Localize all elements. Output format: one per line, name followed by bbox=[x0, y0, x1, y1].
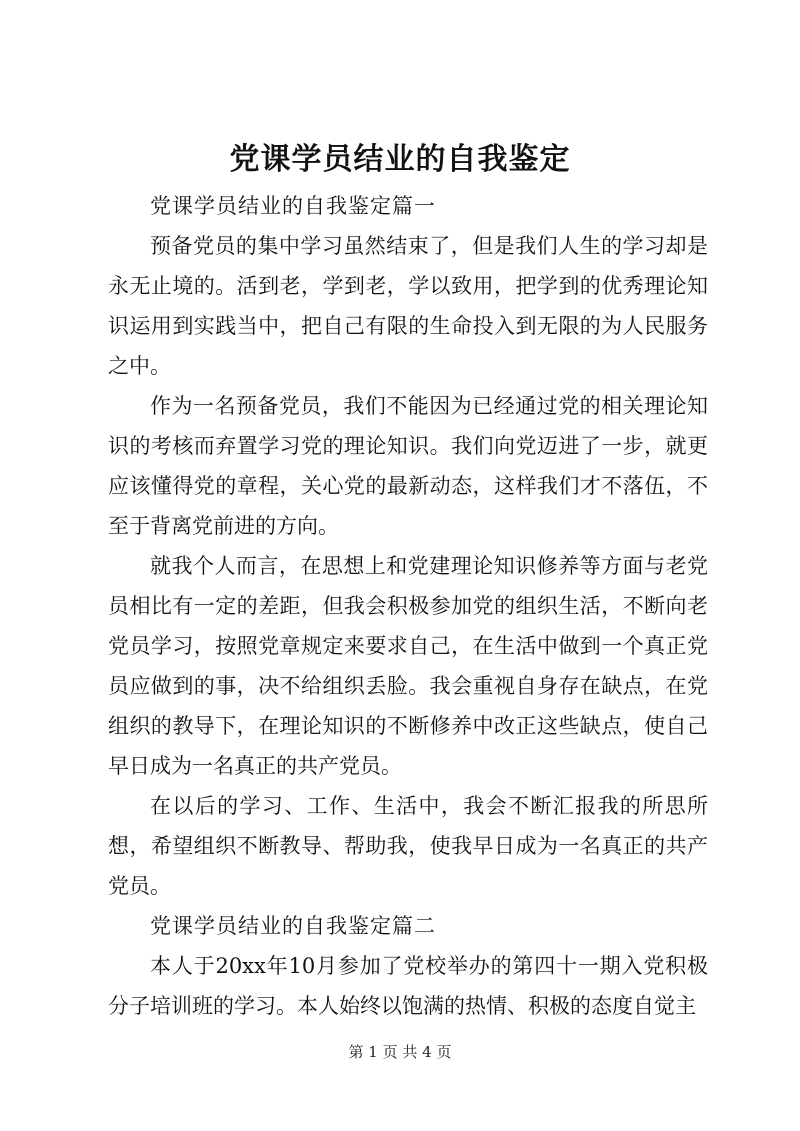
paragraph-1: 预备党员的集中学习虽然结束了，但是我们人生的学习却是永无止境的。活到老，学到老，学以致用，把学到的优秀理论知识运用到实践当中，把自己有限的生命投入到无限的为人民服务之中。 bbox=[108, 234, 708, 378]
document-body bbox=[108, 186, 708, 1026]
document-title: 党课学员结业的自我鉴定 bbox=[229, 142, 571, 177]
paragraph-4: 在以后的学习、工作、生活中，我会不断汇报我的所思所想，希望组织不断教导、帮助我，使我早日成为一名真正的共产党员。 bbox=[108, 794, 708, 898]
paragraph-5: 本人于20xx年10月参加了党校举办的第四十一期入党积极分子培训班的学习。本人始终以饱满的热情、积极的态度自觉主 bbox=[108, 954, 708, 1018]
paragraph-3: 就我个人而言，在思想上和党建理论知识修养等方面与老党员相比有一定的差距，但我会积极参加党的组织生活，不断向老党员学习，按照党章规定来要求自己，在生活中做到一个真正党员应做到的事，决不给组织丢脸。我会重视自身存在缺点，在党组织的教导下，在理论知识的不断修养中改正这些缺点，使自己早日成为一名真正的共产党员。 bbox=[108, 554, 708, 778]
section-heading-2: 党课学员结业的自我鉴定篇二 bbox=[150, 914, 436, 938]
paragraph-2: 作为一名预备党员，我们不能因为已经通过党的相关理论知识的考核而弃置学习党的理论知识。我们向党迈进了一步，就更应该懂得党的章程，关心党的最新动态，这样我们才不落伍，不至于背离党前进的方向。 bbox=[108, 394, 708, 538]
page-footer: 第 1 页 共 4 页 bbox=[348, 1043, 452, 1061]
section-heading-1: 党课学员结业的自我鉴定篇一 bbox=[150, 194, 436, 218]
